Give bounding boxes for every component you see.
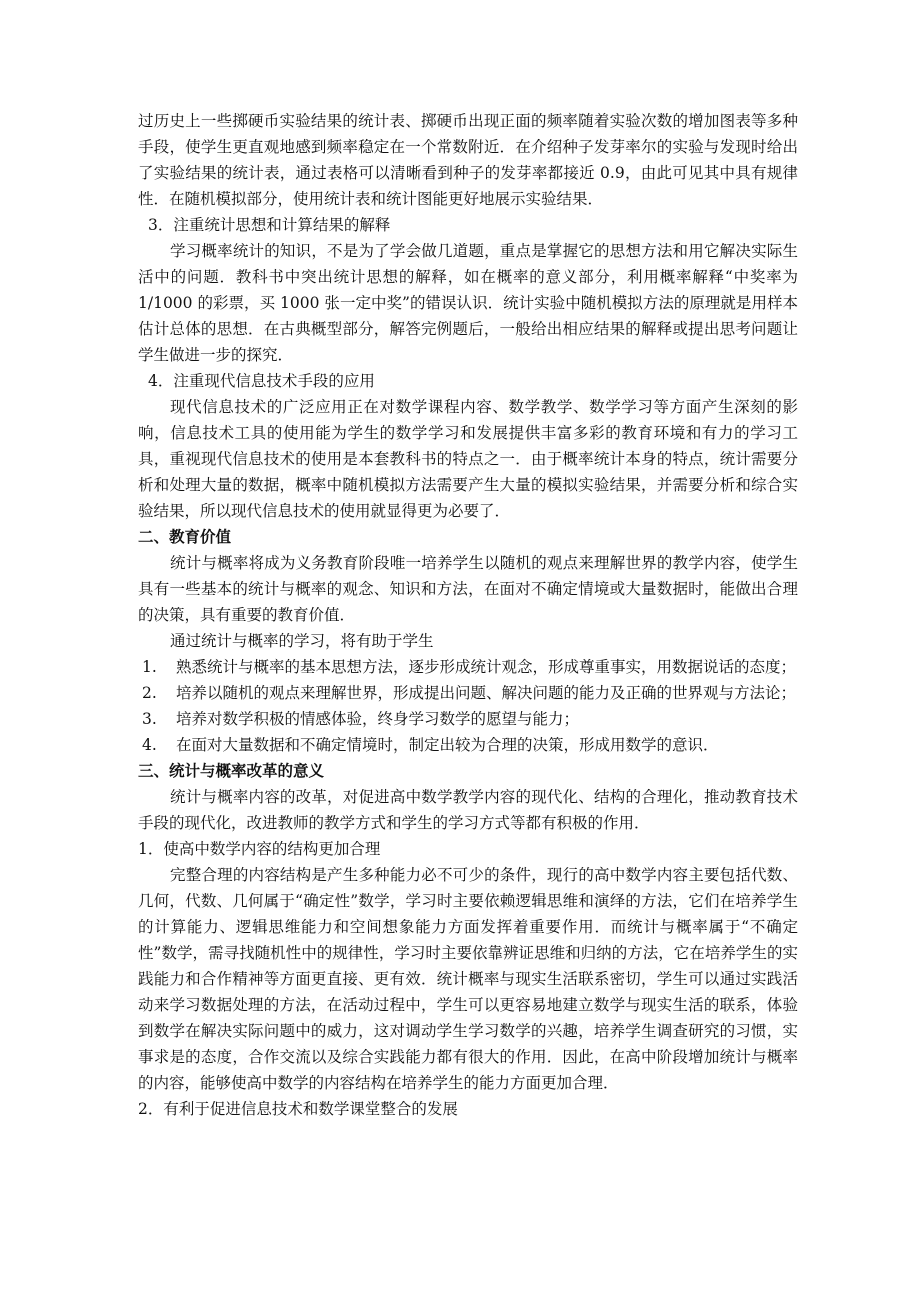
paragraph-information-technology: 现代信息技术的广泛应用正在对数学课程内容、数学教学、数学学习等方面产生深刻的影响，信息技术工具的使用能为学生的数学学习和发展提供丰富多彩的教育环境和有力的学习工具，重视现代信息技术的使用是本套教科书的特点之一．由于概率统计本身的特点，统计需要分析和处理大量的数据，概率中随机模拟方法需要产生大量的模拟实验结果，并需要分析和综合实验结果，所以现代信息技术的使用就显得更为必要了． [138, 398, 798, 520]
list-item [138, 706, 798, 732]
paragraph-structure: 完整合理的内容结构是产生多种能力必不可少的条件，现行的高中数学内容主要包括代数、几何，代数、几何属于“确定性”数学，学习时主要依赖逻辑思维和演绎的方法，它们在培养学生的计算能力、逻辑思维能力和空间想象能力方面发挥着重要作用．而统计与概率属于“不确定性”数学，需寻找随机性中的规律性，学习时主要依靠辨证思维和归纳的方法，它在培养学生的实践能力和合作精神等方面更直接、更有效．统计概率与现实生活联系密切，学生可以通过实践活动来学习数据处理的方法，在活动过程中，学生可以更容易地建立数学与现实生活的联系，体验到数学在解决实际问题中的威力，这对调动学生学习数学的兴趣，培养学生调查研究的习惯，实事求是的态度，合作交流以及综合实践能力都有很大的作用．因此，在高中阶段增加统计与概率的内容，能够使高中数学的内容结构在培养学生的能力方面更加合理． [138, 866, 798, 1092]
list-item-number: 3. [142, 710, 157, 728]
paragraph-reform-significance: 统计与概率内容的改革，对促进高中数学教学内容的现代化、结构的合理化，推动教育技术手段的现代化，改进教师的教学方式和学生的学习方式等都有积极的作用． [138, 788, 798, 832]
list-item-number: 1. [142, 658, 157, 676]
section-heading-reform-significance: 三、统计与概率改革的意义 [138, 762, 325, 780]
list-item [138, 654, 798, 680]
list-item-text: 培养以随机的观点来理解世界，形成提出问题、解决问题的能力及正确的世界观与方法论； [176, 684, 797, 702]
section-heading-educational-value: 二、教育价值 [138, 528, 232, 546]
list-item [138, 732, 798, 758]
list-item-number: 4. [142, 736, 157, 754]
subheading-information-technology: 4．注重现代信息技术手段的应用 [148, 372, 375, 390]
paragraph-statistics-tables: 过历史上一些掷硬币实验结果的统计表、掷硬币出现正面的频率随着实验次数的增加图表等多种手段，使学生更直观地感到频率稳定在一个常数附近．在介绍种子发芽率尔的实验与发现时给出了实验结果的统计表，通过表格可以清晰看到种子的发芽率都接近 0.9，由此可见其中具有规律性．在随机模拟部分，使用统计表和统计图能更好地展示实验结果． [138, 112, 798, 208]
subheading-structure: 1．使高中数学内容的结构更加合理 [138, 840, 381, 858]
document-body [138, 108, 798, 1122]
subheading-statistical-thinking: 3．注重统计思想和计算结果的解释 [148, 216, 391, 234]
list-item-text: 熟悉统计与概率的基本思想方法，逐步形成统计观念，形成尊重事实，用数据说话的态度； [176, 658, 797, 676]
list-item-number: 2. [142, 684, 157, 702]
paragraph-helps-students: 通过统计与概率的学习，将有助于学生 [170, 632, 434, 650]
list-item-text: 培养对数学积极的情感体验，终身学习数学的愿望与能力； [176, 710, 580, 728]
subheading-technology-integration: 2．有利于促进信息技术和数学课堂整合的发展 [138, 1100, 458, 1118]
list-item-text: 在面对大量数据和不确定情境时，制定出较为合理的决策，形成用数学的意识． [176, 736, 719, 754]
paragraph-statistical-thinking: 学习概率统计的知识，不是为了学会做几道题，重点是掌握它的思想方法和用它解决实际生活中的问题．教科书中突出统计思想的解释，如在概率的意义部分，利用概率解释“中奖率为 1/1000 的彩票，买 1000 张一定中奖”的错误认识．统计实验中随机模拟方法的原理就是用样本估计总体的思想．在古典概型部分，解答完例题后，一般给出相应结果的解释或提出思考问题让学生做进一步的探究． [138, 242, 798, 364]
paragraph-educational-value: 统计与概率将成为义务教育阶段唯一培养学生以随机的观点来理解世界的教学内容，使学生具有一些基本的统计与概率的观念、知识和方法，在面对不确定情境或大量数据时，能做出合理的决策，具有重要的教育价值． [138, 554, 798, 624]
list-item [138, 680, 798, 706]
